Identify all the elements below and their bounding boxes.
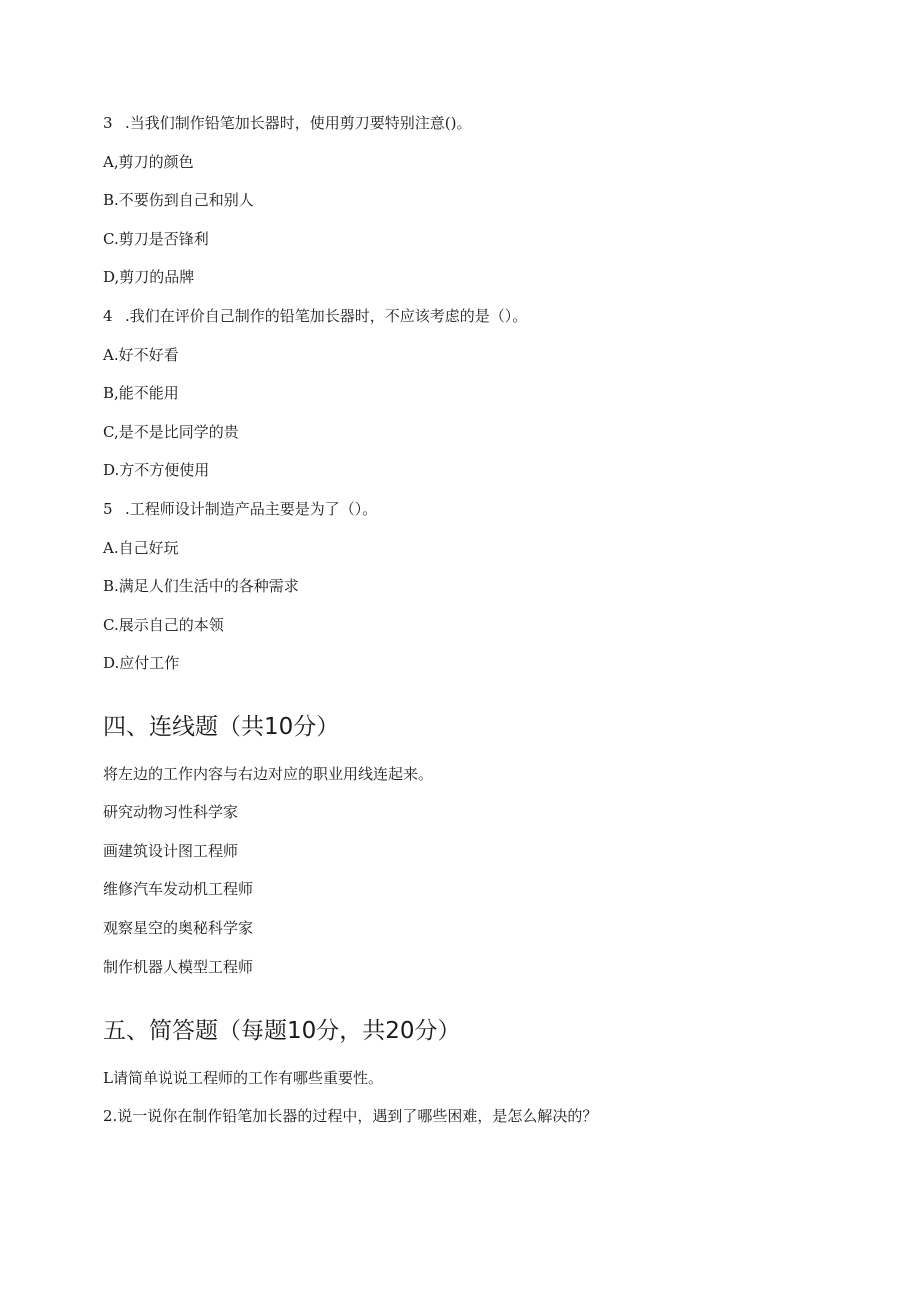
question-text: .工程师设计制造产品主要是为了（）。 (125, 500, 378, 518)
option-a: A,剪刀的颜色 (103, 153, 194, 171)
option-d: D,剪刀的品牌 (103, 268, 195, 286)
question-text: .当我们制作铅笔加长器时，使用剪刀要特别注意()。 (125, 114, 472, 132)
question-number: 4 (103, 307, 113, 325)
question-number: 3 (103, 114, 113, 132)
matching-item: 维修汽车发动机工程师 (103, 880, 254, 898)
question-4 (103, 306, 527, 326)
option-d: D.方不方便使用 (103, 461, 210, 479)
question-text: .我们在评价自己制作的铅笔加长器时，不应该考虑的是（）。 (125, 307, 528, 325)
option-c: C,是不是比同学的贵 (103, 423, 239, 441)
option-c: C.剪刀是否锋利 (103, 230, 209, 248)
option-b: B.不要伤到自己和别人 (103, 191, 254, 209)
option-b: B,能不能用 (103, 384, 179, 402)
matching-item: 制作机器人模型工程师 (103, 958, 254, 976)
option-a: A.自己好玩 (103, 539, 179, 557)
question-3 (103, 113, 471, 133)
option-d: D.应付工作 (103, 654, 180, 672)
short-answer-question-2: 2.说一说你在制作铅笔加长器的过程中，遇到了哪些困难，是怎么解决的？ (103, 1107, 598, 1125)
section-5-heading: 五、简答题（每题10分，共20分） (103, 1018, 461, 1044)
short-answer-question-1: L请简单说说工程师的工作有哪些重要性。 (103, 1069, 383, 1087)
matching-item: 观察星空的奥秘科学家 (103, 919, 254, 937)
matching-item: 研究动物习性科学家 (103, 803, 239, 821)
question-number: 5 (103, 500, 113, 518)
option-b: B.满足人们生活中的各种需求 (103, 577, 299, 595)
matching-item: 画建筑设计图工程师 (103, 842, 239, 860)
option-a: A.好不好看 (103, 346, 179, 364)
question-5 (103, 499, 377, 519)
section-4-heading: 四、连线题（共10分） (103, 714, 340, 740)
option-c: C.展示自己的本领 (103, 616, 224, 634)
section-4-instruction: 将左边的工作内容与右边对应的职业用线连起来。 (103, 765, 434, 783)
